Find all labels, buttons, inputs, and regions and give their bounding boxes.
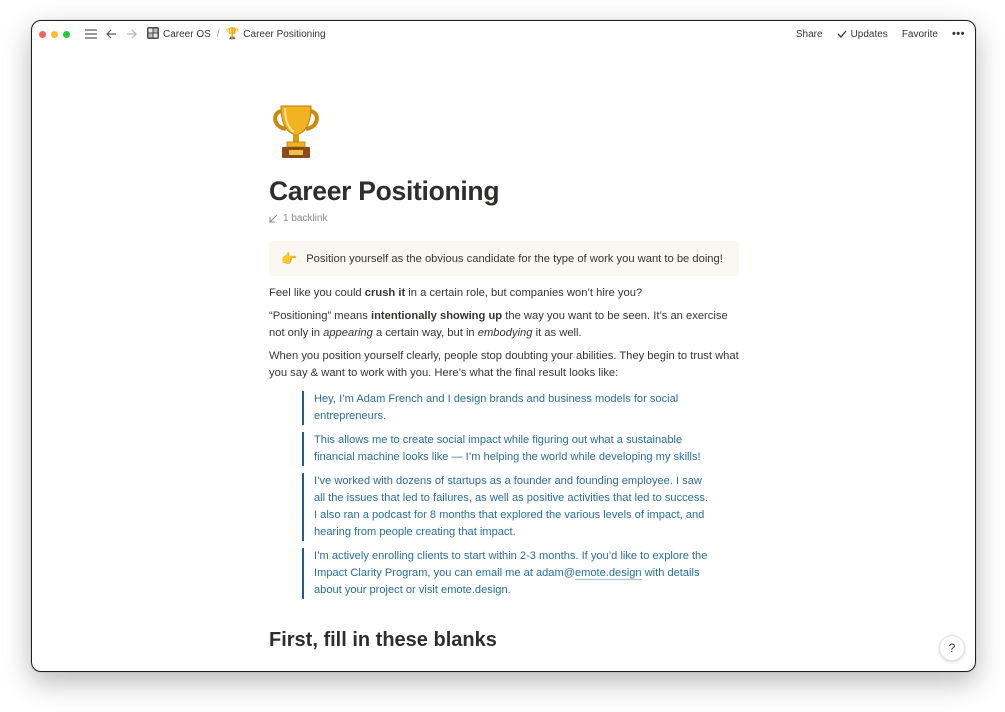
text-run: the way you want to be seen. It’s an exercise not only in (269, 310, 728, 339)
paragraph (269, 285, 739, 302)
quote-block: I’ve worked with dozens of startups as a founder and founding employee. I saw all the issues that led to failures, as well as positive activities that led to success. I also ran a podcast for 8 months that explored the various levels of impact, and hearing from people creating that impact. (302, 473, 714, 541)
text-run: it as well. (532, 327, 582, 339)
forward-arrow-icon[interactable] (126, 29, 137, 39)
share-button[interactable]: Share (795, 28, 823, 40)
updates-button[interactable] (837, 29, 888, 40)
callout-text: Position yourself as the obvious candidate for the type of work you want to be doing! (306, 252, 723, 265)
help-button[interactable]: ? (939, 635, 965, 661)
bold-text: intentionally showing up (370, 310, 503, 322)
italic-text: appearing (323, 327, 373, 339)
window-controls (39, 31, 70, 38)
breadcrumb-career-os[interactable] (147, 27, 211, 42)
breadcrumb-label: Career Positioning (243, 28, 326, 40)
text-run: I’m actively enrolling clients to start within 2-3 months. If you’d like to explore the Impact Clarity Program, you can email me at adam@ (314, 550, 708, 579)
trophy-icon: 🏆 (225, 27, 240, 40)
pointing-hand-icon: 👉 (281, 251, 298, 266)
app-window (31, 20, 976, 672)
page-icon-trophy[interactable] (269, 103, 739, 161)
text-run: Feel like you could (269, 287, 365, 299)
favorite-button[interactable]: Favorite (901, 28, 938, 40)
quote-block (302, 548, 714, 599)
breadcrumb-separator: / (216, 28, 220, 40)
breadcrumb-label: Career OS (163, 28, 211, 40)
page-title[interactable]: Career Positioning (269, 176, 500, 206)
section-heading[interactable]: First, fill in these blanks (269, 629, 497, 651)
paragraph (269, 308, 739, 342)
grid-icon (147, 27, 159, 42)
quote-block: This allows me to create social impact while figuring out what a sustainable financial machine looks like — I’m helping the world while developing my skills! (302, 432, 714, 466)
italic-text: embodying (477, 327, 533, 339)
minimize-window-button[interactable] (51, 31, 58, 38)
quote-list (302, 391, 739, 599)
checkmark-icon (837, 30, 847, 38)
text-run: a certain way, but in (372, 327, 478, 339)
zoom-window-button[interactable] (63, 31, 70, 38)
trophy-icon (269, 103, 323, 161)
bold-text: crush it (364, 287, 406, 299)
top-bar (32, 21, 975, 47)
text-run: “Positioning” means (269, 310, 371, 322)
back-arrow-icon[interactable] (106, 29, 117, 39)
close-window-button[interactable] (39, 31, 46, 38)
backlink-label: 1 backlink (283, 213, 328, 224)
menu-icon[interactable] (85, 29, 97, 39)
quote-block: Hey, I’m Adam French and I design brands and business models for social entrepreneurs. (302, 391, 714, 425)
updates-label: Updates (850, 28, 888, 40)
paragraph: When you position yourself clearly, people stop doubting your abilities. They begin to trust what you say & want to work with you. Here’s what the final result looks like: (269, 350, 739, 379)
more-options-button[interactable]: ••• (951, 28, 965, 40)
email-link[interactable]: emote.design (574, 567, 642, 579)
breadcrumb (147, 27, 326, 42)
text-run: with details about your project or visit emote.design. (314, 567, 700, 596)
breadcrumb-career-positioning[interactable] (226, 29, 326, 40)
callout (269, 241, 739, 276)
backlink-arrow-icon (269, 214, 278, 223)
page-content (269, 103, 739, 652)
backlink[interactable] (269, 213, 739, 224)
text-run: in a certain role, but companies won’t hire you? (405, 287, 643, 299)
